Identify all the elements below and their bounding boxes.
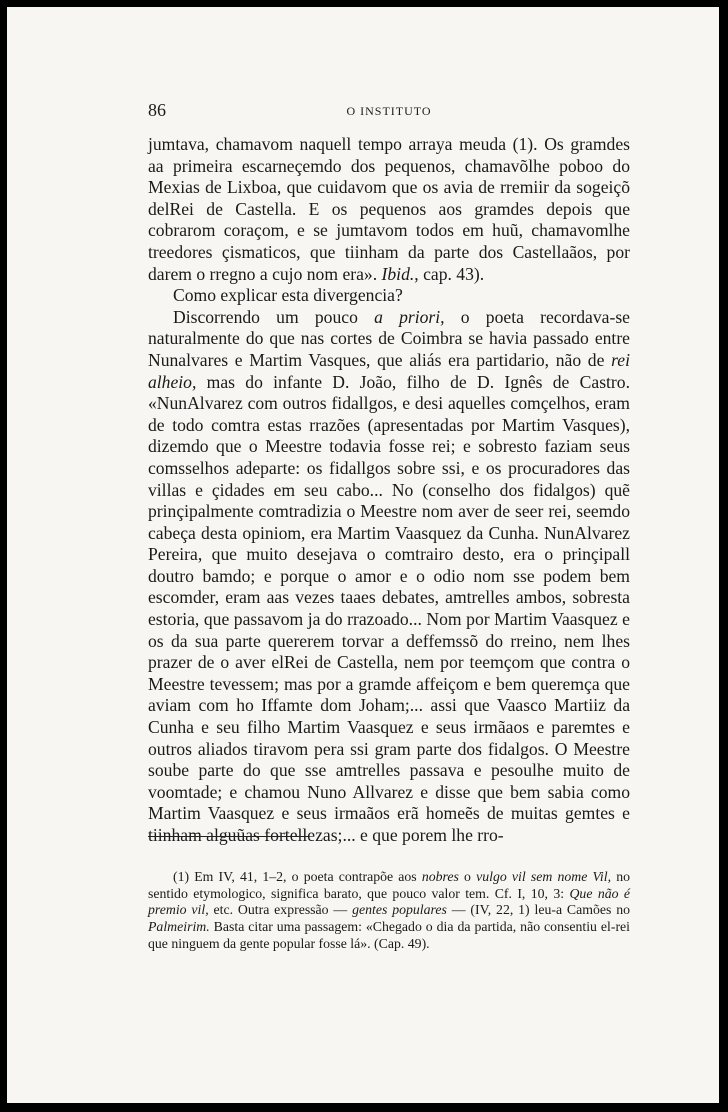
footnote-1 (148, 869, 630, 953)
paragraph-1 (148, 134, 630, 285)
footnote-text-j: — (IV, 22, 1) leu-a Camões no (451, 902, 631, 918)
footnote-text-l: Basta citar uma passagem: «Chegado o dia da partida, não consentiu el-rei que ninguem da gente popular fosse lá». (Cap. 49). (148, 919, 631, 951)
footnote-emphasis-gentes: gentes populares (352, 902, 447, 918)
page-number: 86 (148, 100, 166, 120)
paragraph-3-text-a: Discorrendo um pouco (173, 306, 358, 327)
footnote-text-a: (1) Em IV, 41, 1–2, o poeta contrapõe aos (173, 869, 417, 884)
footnote-emphasis-premio: Que não é premio vil, (148, 885, 630, 918)
paragraph-3-text-e: mas do infante D. João, filho de D. Ignês de Castro. «NunAlvarez com outros fidallgos, e desi aquelles comçelhos, eram de todo comtra estas rrazões (apresentadas por Martim Vasques), dizemdo que o Meestre todavia fosse rei; e sobresto faziam seus comsselhos adeparte: os fidallgos sobre ssi, e os procuradores das villas e çidades em seu cabo... No (conselho dos fidalgos) quẽ prinçipalmente comtradizia o Meestre nom aver de seer rei, seemdo cabeça desta opiniom, era Martim Vaasquez da Cunha. NunAlvarez Pereira, que muito desejava o comtrairo desto, era o prinçipall doutro bamdo; e porque o amor e o odio nom sse podem bem escomder, eram aas vezes taaes debates, amtrelles ambos, sobresta estoria, que passavom ja do rrazoado... Nom por Martim Vaasquez e os da sua parte quererem torvar a deffemssõ do rreino, nem lhes prazer de o aver elRei de Castella, nem por teemçom que contra o Meestre tevessem; mas por a gramde affeiçom e bem queremça que aviam com ho Iffamte dom Joham;... assi que Vaasco Martiiz da Cunha e seu filho Martim Vaasquez e seus irmãaos e paremtes e outros aliados tiravom pera ssi gram parte dos fidalgos. O Meestre soube parte do que sse amtrelles passava e pesoulhe muito de voomtade; e chamou Nuno Allvarez e disse que bem sabia como Martim Vaasquez e seus irmaãos erã homeẽs de muitas gemtes e tiinham alguũas fortellezas;... e que porem lhe rro- (148, 371, 630, 845)
paragraph-2: Como explicar esta divergencia? (173, 285, 403, 306)
body-text (148, 134, 630, 847)
footnote-emphasis-palmeirim: Palmeirim. (148, 919, 210, 935)
paragraph-1-text: jumtava, chamavom naquell tempo arraya meuda (1). Os gramdes aa primeira escarneçemdo dos pequenos, chamavõlhe poboo do Mexias de Lixboa, que cuidavom que os avia de rremiir da sogeiçõ delRei de Castella. E os pequenos aos gramdes depois que cobrarom coraçom, e se jumtavom todos em huũ, chamavomlhe treedores çismaticos, que tiinham da parte dos Castellaãos, por darem o rregno a cujo nom era». (148, 134, 630, 284)
ibid-reference: Ibid. (381, 263, 415, 284)
running-head (148, 100, 630, 124)
footnote-emphasis-vulgo: vulgo vil sem nome Vil, (476, 869, 612, 884)
paragraph-3 (148, 307, 630, 847)
book-page (7, 7, 719, 1103)
rei-alheio-emphasis: rei alheio, (148, 349, 630, 392)
paragraph-3-text-c: o poeta recordava-se naturalmente do que nas cortes de Coimbra se havia passado entre Nunalvares e Martim Vasques, que aliás era partidario, não de (148, 306, 630, 370)
footnote-divider (148, 836, 308, 837)
chapter-reference: , cap. 43). (414, 263, 485, 284)
journal-title: O INSTITUTO (346, 104, 432, 118)
footnote-text-c: o (464, 869, 471, 884)
footnote-emphasis-nobres: nobres (421, 869, 459, 884)
a-priori-emphasis: a priori, (374, 306, 445, 327)
footnote-text-f: 10, 3: (530, 885, 565, 901)
footnote-text-e: no sentido etymologico, significa barato, que pouco valor tem. Cf. I, (148, 869, 630, 901)
footnote-text-h: etc. Outra expressão — (213, 902, 348, 918)
